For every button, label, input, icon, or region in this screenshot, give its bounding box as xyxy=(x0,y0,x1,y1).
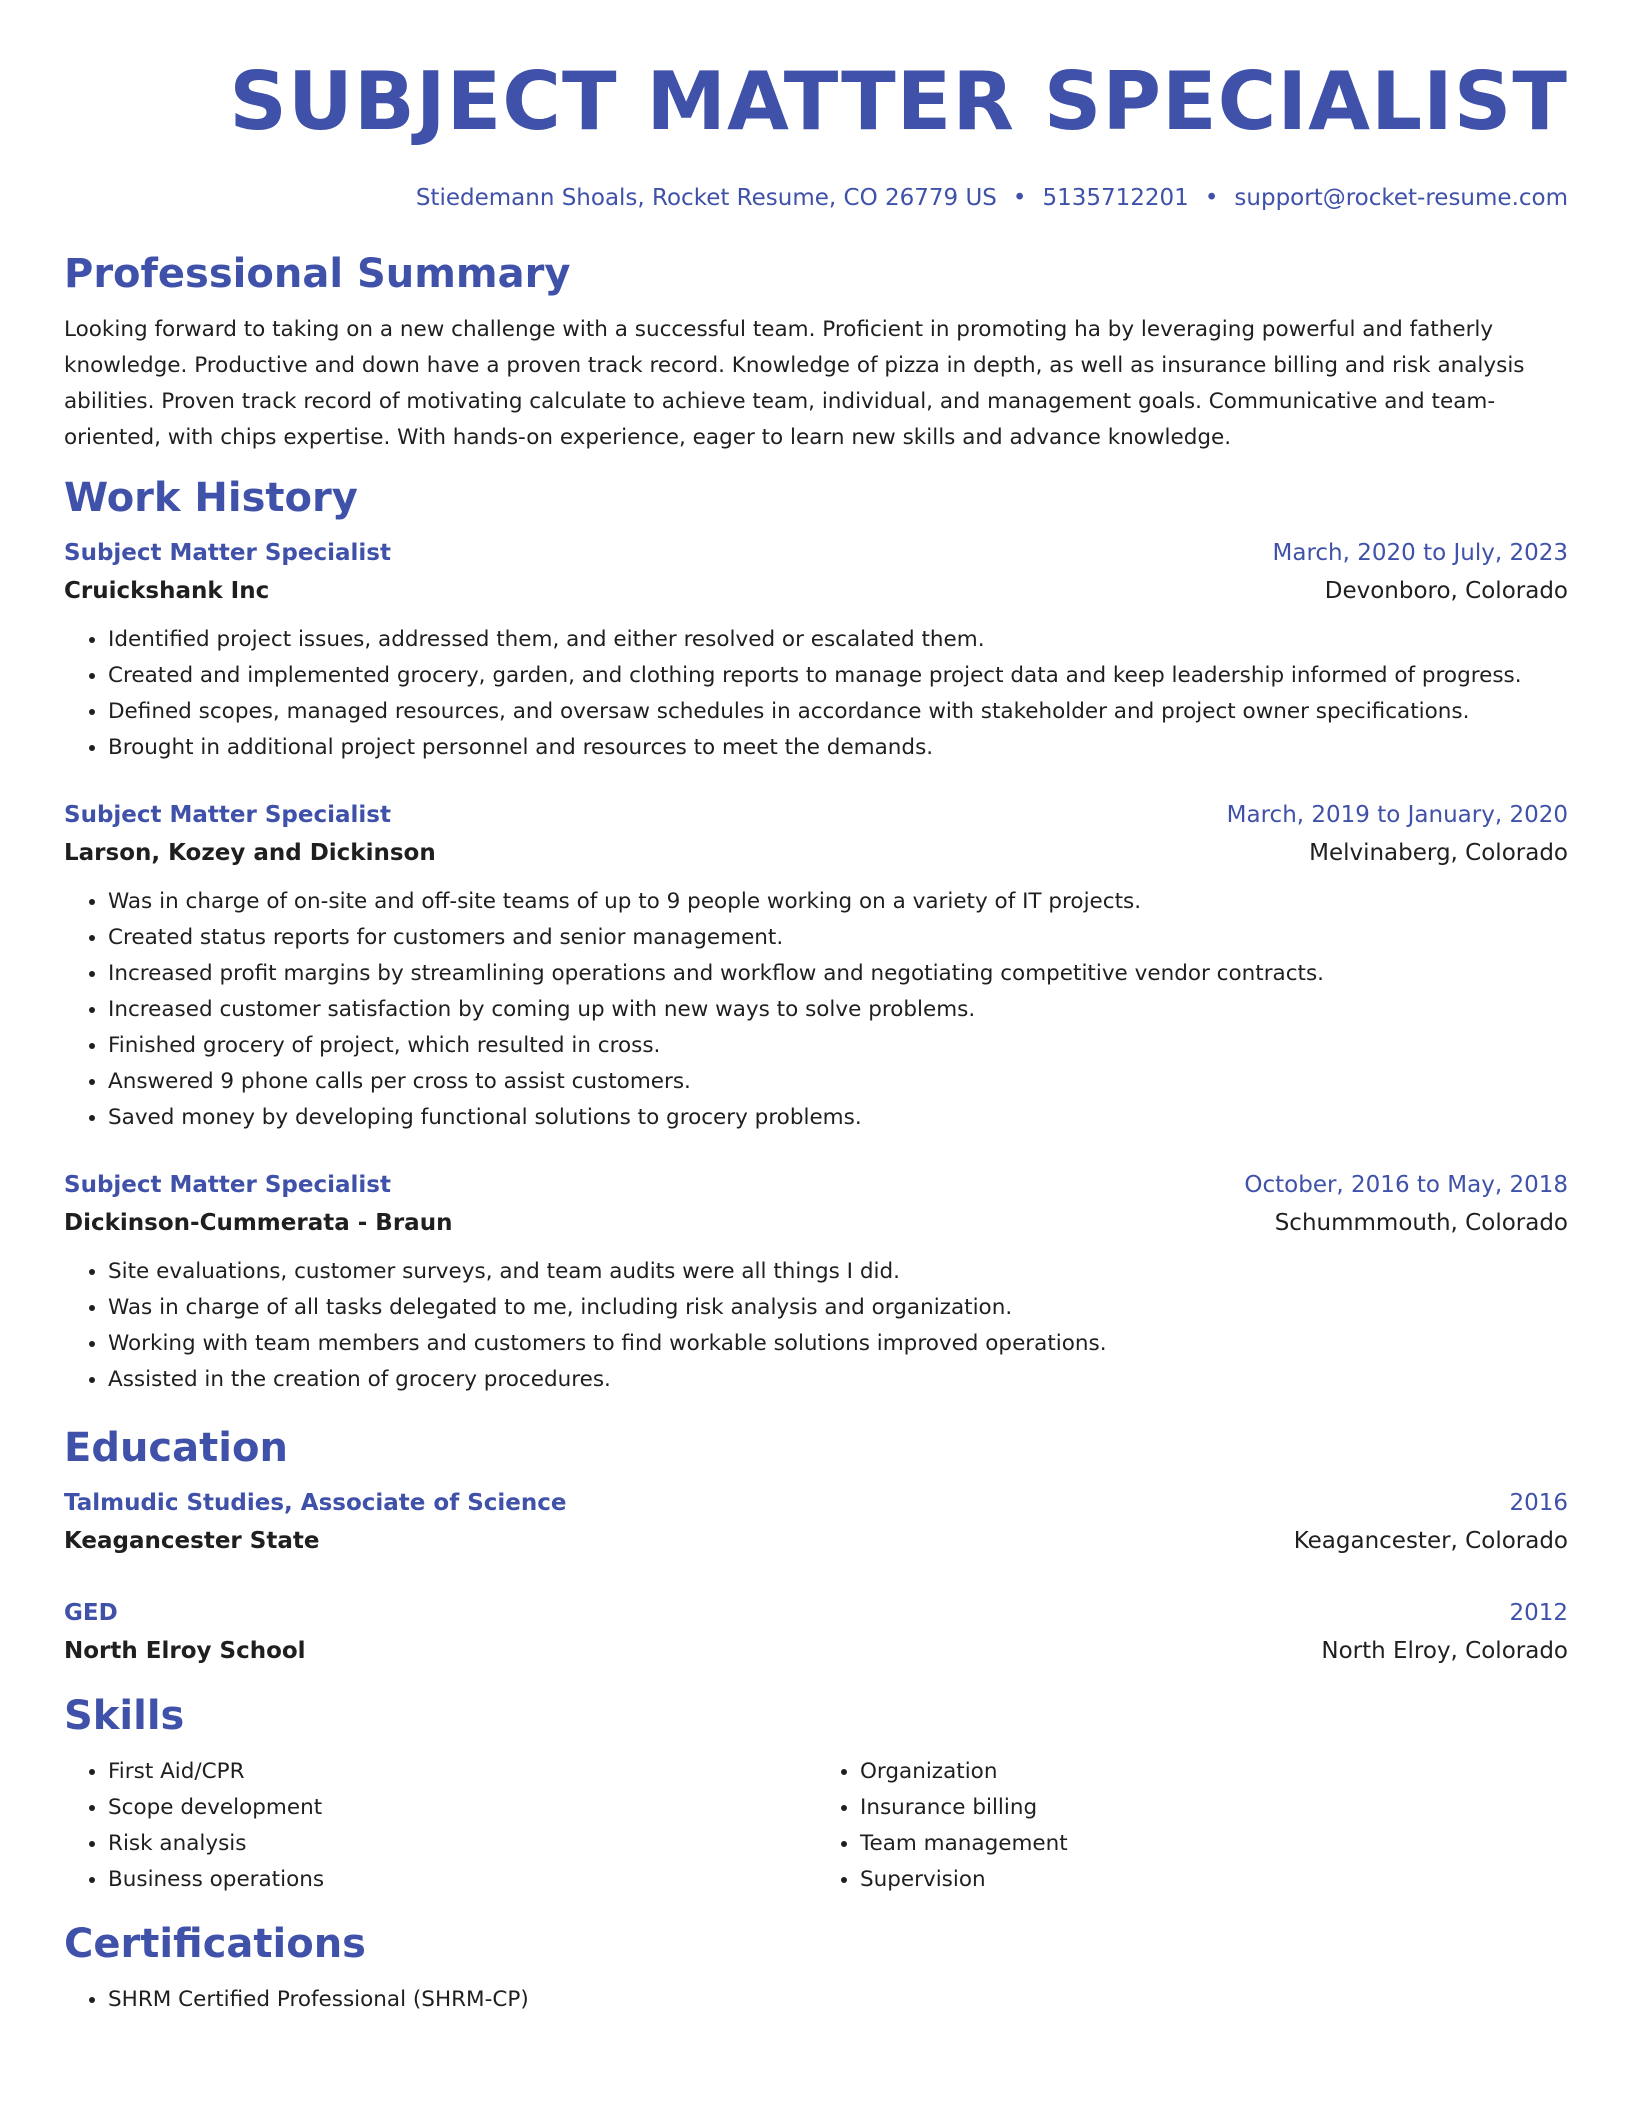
job-location: Schummmouth, Colorado xyxy=(1274,1210,1568,1236)
skill-item: • First Aid/CPR xyxy=(108,1754,816,1790)
skill-item: • Risk analysis xyxy=(108,1826,816,1862)
summary-section-title: Professional Summary xyxy=(64,251,571,297)
job-company: Cruickshank Inc xyxy=(64,578,270,604)
skills-column-left xyxy=(64,1754,816,1898)
education-section-title: Education xyxy=(64,1425,288,1471)
job-title: Subject Matter Specialist xyxy=(64,1172,391,1198)
job-bullet: • Increased profit margins by streamlining operations and workflow and negotiating competitive vendor contracts. xyxy=(108,956,1568,992)
job-bullet: • Defined scopes, managed resources, and oversaw schedules in accordance with stakeholder and project owner specifications. xyxy=(108,694,1568,730)
education-degree: Talmudic Studies, Associate of Science xyxy=(64,1490,567,1516)
contact-line xyxy=(64,182,1568,214)
skill-item: • Insurance billing xyxy=(860,1790,1568,1826)
job-bullets xyxy=(64,1254,1568,1398)
certification-item: • SHRM Certified Professional (SHRM-CP) xyxy=(108,1982,1568,2018)
skill-item: • Organization xyxy=(860,1754,1568,1790)
education-year: 2016 xyxy=(1509,1490,1568,1516)
certifications-section-title: Certifications xyxy=(64,1921,366,1967)
job-bullet: • Saved money by developing functional solutions to grocery problems. xyxy=(108,1100,1568,1136)
education-location: North Elroy, Colorado xyxy=(1321,1638,1568,1664)
job-bullet: • Created and implemented grocery, garden, and clothing reports to manage project data and keep leadership informed of progress. xyxy=(108,658,1568,694)
job-title: Subject Matter Specialist xyxy=(64,540,391,566)
education-school: Keagancester State xyxy=(64,1528,320,1554)
job-dates: October, 2016 to May, 2018 xyxy=(1244,1172,1568,1198)
job-entry xyxy=(64,796,1568,1136)
contact-email[interactable]: support@rocket-resume.com xyxy=(1234,185,1568,211)
education-entry xyxy=(64,1484,1568,1560)
job-bullet: • Was in charge of all tasks delegated to me, including risk analysis and organization. xyxy=(108,1290,1568,1326)
skill-item: • Supervision xyxy=(860,1862,1568,1898)
skill-item: • Team management xyxy=(860,1826,1568,1862)
job-bullet: • Working with team members and customers to find workable solutions improved operations. xyxy=(108,1326,1568,1362)
job-bullets xyxy=(64,884,1568,1136)
education-entry xyxy=(64,1594,1568,1670)
job-bullet: • Increased customer satisfaction by coming up with new ways to solve problems. xyxy=(108,992,1568,1028)
job-bullet: • Brought in additional project personnel and resources to meet the demands. xyxy=(108,730,1568,766)
contact-separator: • xyxy=(1012,185,1027,211)
job-dates: March, 2019 to January, 2020 xyxy=(1226,802,1568,828)
skill-item: • Business operations xyxy=(108,1862,816,1898)
contact-separator: • xyxy=(1204,185,1219,211)
work-section-title: Work History xyxy=(64,475,358,521)
education-school: North Elroy School xyxy=(64,1638,306,1664)
job-dates: March, 2020 to July, 2023 xyxy=(1272,540,1568,566)
summary-text: Looking forward to taking on a new challenge with a successful team. Proficient in promoting ha by leveraging powerful and fatherly knowledge. Productive and down have a proven track record. Knowledge of pizza in depth, as well as insurance billing and risk analysis abilities. Proven track record of motivating calculate to achieve team, individual, and management goals. Communicative and team-oriented, with chips expertise. With hands-on experience, eager to learn new skills and advance knowledge. xyxy=(64,317,1525,450)
job-title: Subject Matter Specialist xyxy=(64,802,391,828)
job-bullet: • Was in charge of on-site and off-site teams of up to 9 people working on a variety of IT projects. xyxy=(108,884,1568,920)
education-location: Keagancester, Colorado xyxy=(1293,1528,1568,1554)
job-bullets xyxy=(64,622,1568,766)
job-bullet: • Identified project issues, addressed them, and either resolved or escalated them. xyxy=(108,622,1568,658)
job-bullet: • Assisted in the creation of grocery procedures. xyxy=(108,1362,1568,1398)
skill-item: • Scope development xyxy=(108,1790,816,1826)
job-location: Devonboro, Colorado xyxy=(1324,578,1568,604)
skills-list xyxy=(64,1754,1568,1898)
job-location: Melvinaberg, Colorado xyxy=(1309,840,1568,866)
job-entry xyxy=(64,1166,1568,1398)
education-degree: GED xyxy=(64,1600,118,1626)
contact-address: Stiedemann Shoals, Rocket Resume, CO 26779 US xyxy=(415,185,997,211)
job-bullet: • Site evaluations, customer surveys, and team audits were all things I did. xyxy=(108,1254,1568,1290)
skills-column-right xyxy=(816,1754,1568,1898)
job-bullet: • Created status reports for customers and senior management. xyxy=(108,920,1568,956)
contact-phone: 5135712201 xyxy=(1042,185,1189,211)
job-company: Dickinson-Cummerata - Braun xyxy=(64,1210,453,1236)
resume-name-heading: SUBJECT MATTER SPECIALIST xyxy=(229,55,1568,148)
education-year: 2012 xyxy=(1509,1600,1568,1626)
skills-section-title: Skills xyxy=(64,1693,185,1739)
job-bullet: • Finished grocery of project, which resulted in cross. xyxy=(108,1028,1568,1064)
job-company: Larson, Kozey and Dickinson xyxy=(64,840,436,866)
certifications-list xyxy=(64,1982,1568,2018)
job-bullet: • Answered 9 phone calls per cross to assist customers. xyxy=(108,1064,1568,1100)
job-entry xyxy=(64,534,1568,766)
